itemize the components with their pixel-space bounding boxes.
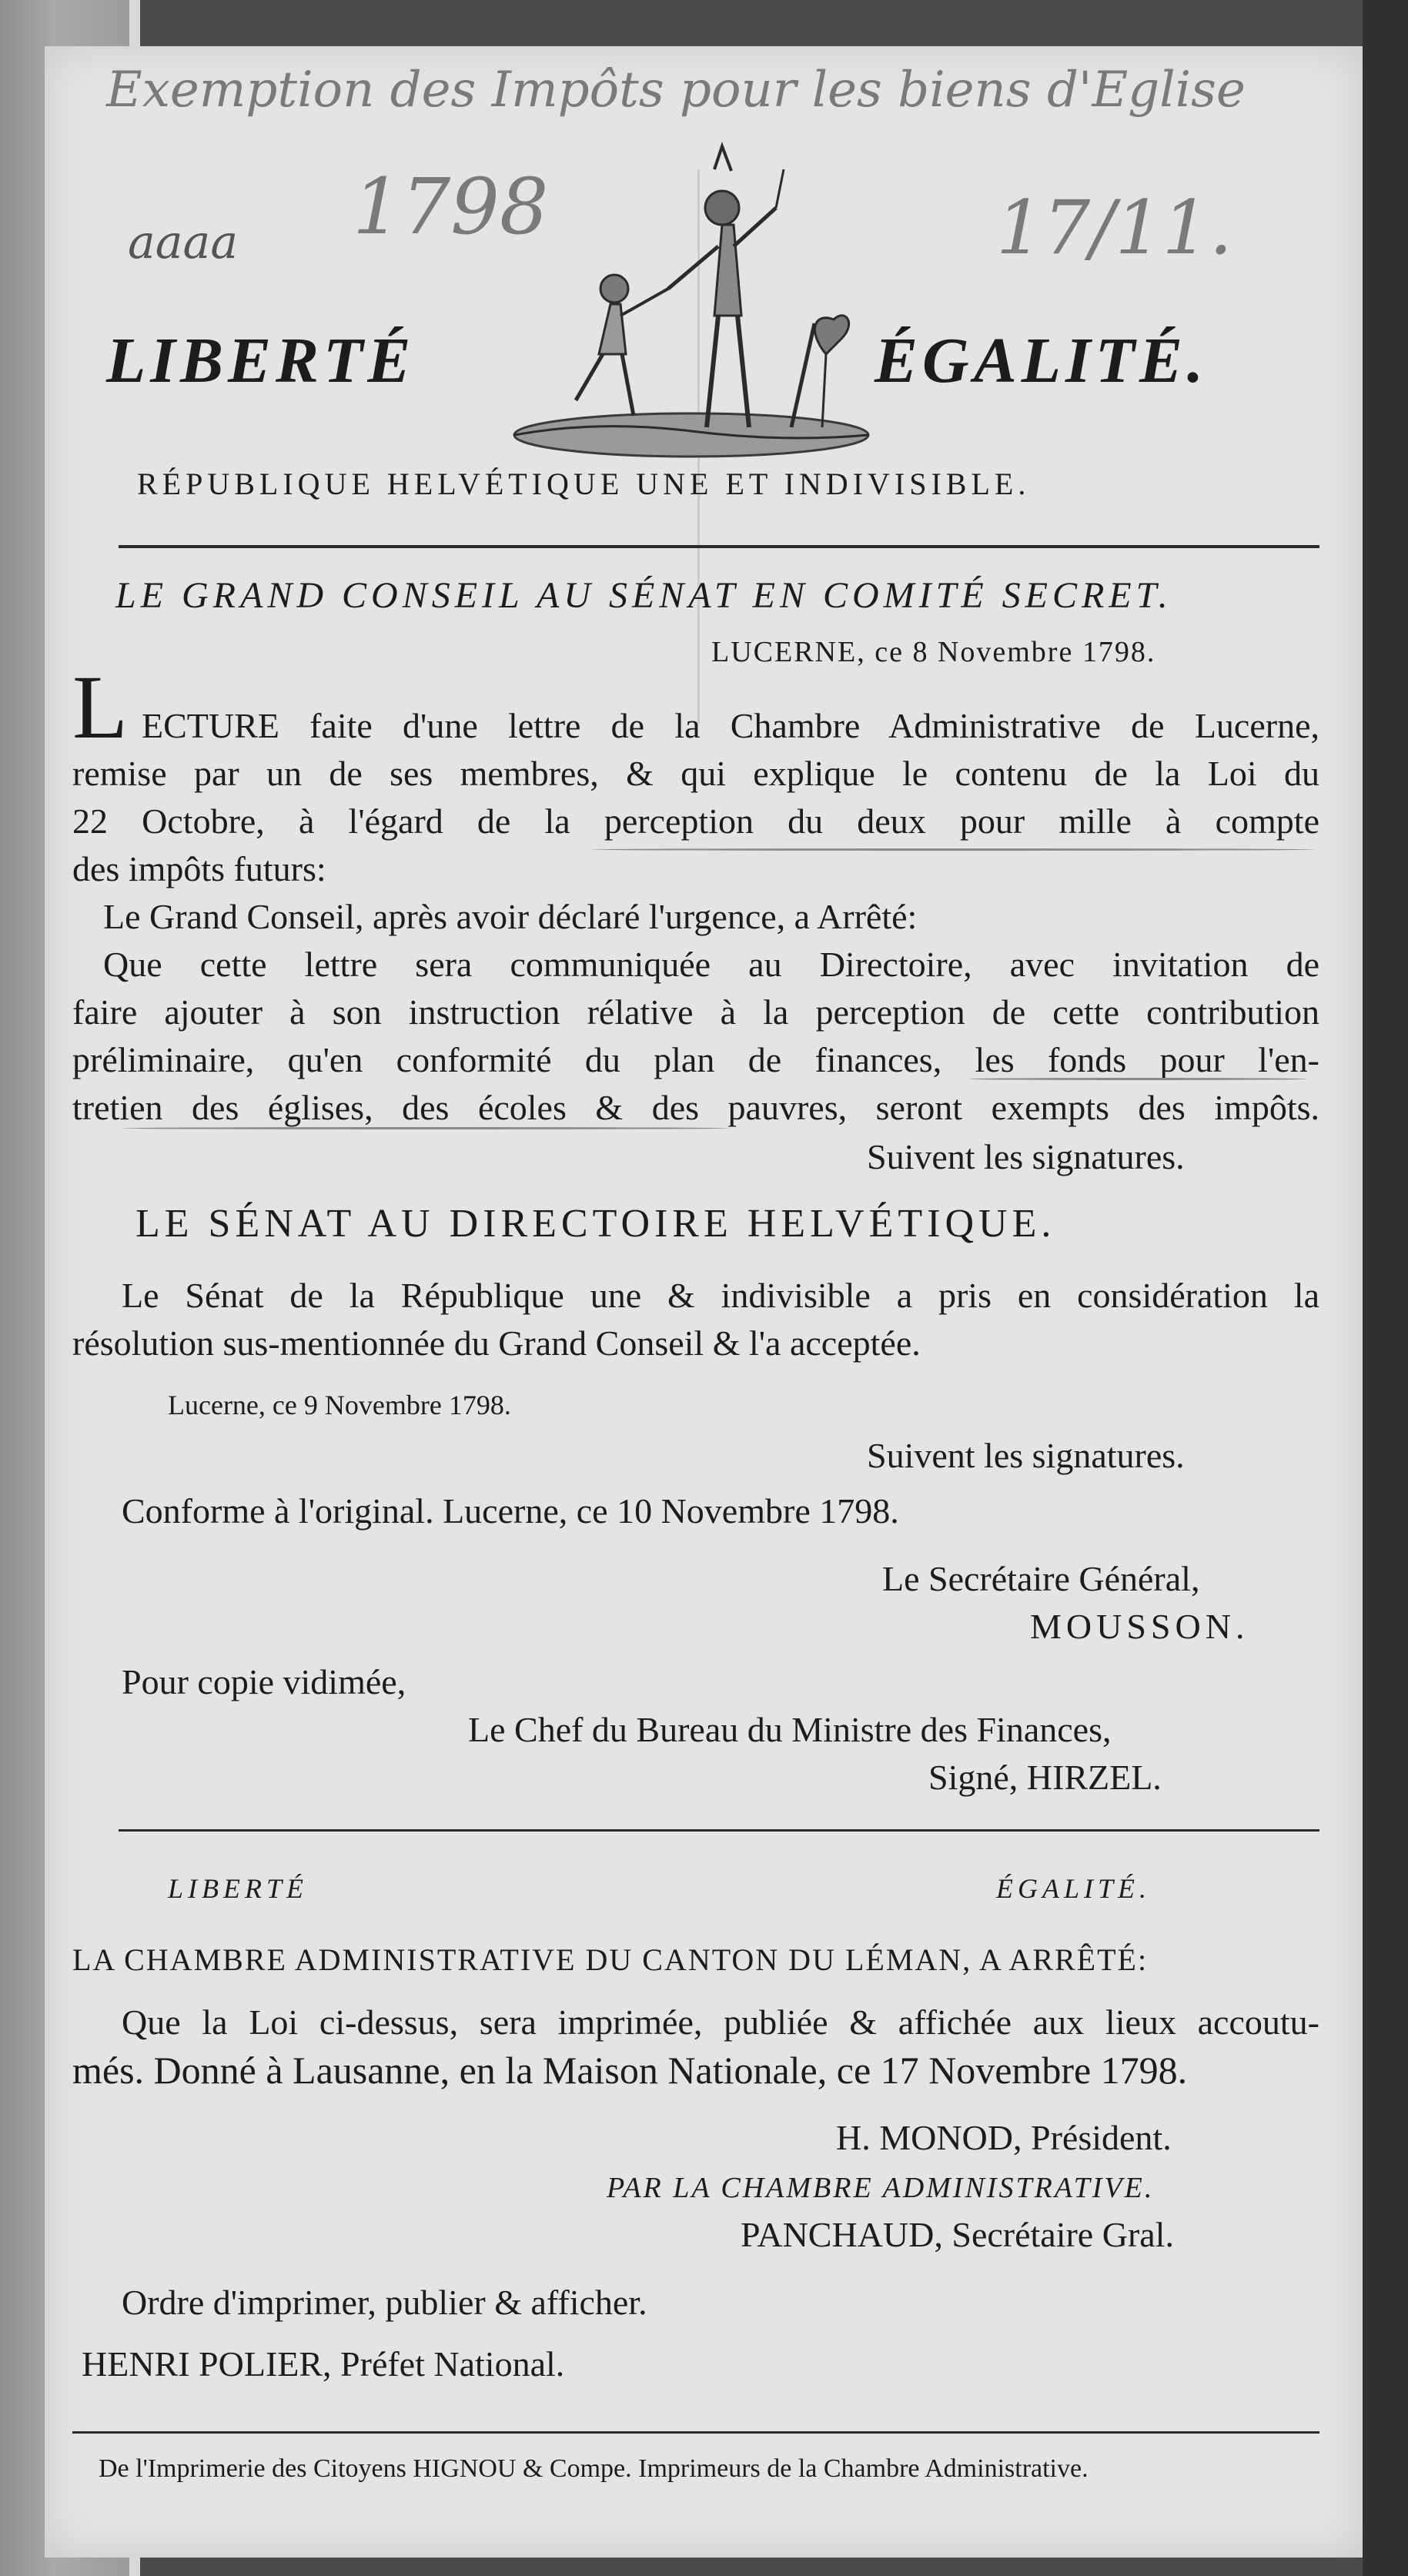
chef-line: Le Chef du Bureau du Ministre des Finances, bbox=[468, 1710, 1112, 1749]
para1-line-2: remise par un de ses membres, & qui explique le contenu de la Loi du bbox=[72, 754, 1319, 793]
handwritten-year: 1798 bbox=[353, 162, 549, 252]
section3-liberte: LIBERTÉ bbox=[168, 1873, 308, 1904]
para3-line-1: Que cette lettre sera communiquée au Directoire, avec invitation de bbox=[103, 945, 1319, 984]
para3-line-3: préliminaire, qu'en conformité du plan de finances, les fonds pour l'en- bbox=[72, 1040, 1319, 1079]
section2-title: LE SÉNAT AU DIRECTOIRE HELVÉTIQUE. bbox=[135, 1202, 1056, 1246]
drop-capital: L bbox=[72, 657, 129, 758]
para1-line-3: 22 Octobre, à l'égard de la perception du deux pour mille à compte bbox=[72, 801, 1319, 841]
vignette-illustration bbox=[483, 123, 899, 485]
ordre-line: Ordre d'imprimer, publier & afficher. bbox=[122, 2283, 647, 2322]
republic-heading: RÉPUBLIQUE HELVÉTIQUE UNE ET INDIVISIBLE. bbox=[137, 467, 1031, 501]
header-liberte: LIBERTÉ bbox=[106, 325, 416, 396]
handwritten-underline bbox=[122, 1127, 730, 1129]
handwritten-underline bbox=[591, 848, 1315, 851]
section2-line-1: Le Sénat de la République une & indivisible a pris en considération la bbox=[122, 1276, 1319, 1315]
section1-title: LE GRAND CONSEIL AU SÉNAT EN COMITÉ SECRET. bbox=[115, 575, 1172, 616]
section3-line-1: Que la Loi ci-dessus, sera imprimée, publiée & affichée aux lieux accoutu- bbox=[122, 2002, 1319, 2042]
section3-title: LA CHAMBRE ADMINISTRATIVE DU CANTON DU LÉMAN, A ARRÊTÉ: bbox=[72, 1942, 1149, 1977]
para1-line-1: ECTURE faite d'une lettre de la Chambre Administrative de Lucerne, bbox=[142, 706, 1319, 745]
document-page bbox=[45, 46, 1363, 2558]
handwritten-underline bbox=[968, 1078, 1307, 1080]
para3-line-4: tretien des églises, des écoles & des pauvres, seront exempts des impôts. bbox=[72, 1088, 1319, 1127]
section2-dateline: Lucerne, ce 9 Novembre 1798. bbox=[168, 1390, 511, 1420]
section2-signatures: Suivent les signatures. bbox=[867, 1436, 1185, 1475]
par-la-chambre: PAR LA CHAMBRE ADMINISTRATIVE. bbox=[607, 2172, 1155, 2204]
conforme-line: Conforme à l'original. Lucerne, ce 10 Novembre 1798. bbox=[122, 1491, 899, 1531]
para1-line-4: des impôts futurs: bbox=[72, 849, 326, 888]
handwritten-note: Exemption des Impôts pour les biens d'Eglise bbox=[106, 62, 1246, 119]
section1-dateline: LUCERNE, ce 8 Novembre 1798. bbox=[711, 636, 1156, 668]
secretary-name: MOUSSON. bbox=[1030, 1607, 1249, 1646]
section3-egalite: ÉGALITÉ. bbox=[996, 1873, 1151, 1904]
section2-line-2: résolution sus-mentionnée du Grand Conseil & l'a acceptée. bbox=[72, 1323, 921, 1363]
signe-line: Signé, HIRZEL. bbox=[928, 1758, 1162, 1797]
para3-line-2: faire ajouter à son instruction rélative à la perception de cette contribution bbox=[72, 992, 1319, 1032]
secretaire-line: PANCHAUD, Secrétaire Gral. bbox=[741, 2215, 1174, 2254]
section3-line-2: més. Donné à Lausanne, en la Maison Nationale, ce 17 Novembre 1798. bbox=[72, 2049, 1188, 2092]
secretary-title: Le Secrétaire Général, bbox=[882, 1559, 1200, 1598]
handwritten-scribble: aaaa bbox=[128, 216, 239, 269]
prefet-line: HENRI POLIER, Préfet National. bbox=[82, 2344, 565, 2384]
footer-rule bbox=[72, 2431, 1319, 2434]
president-line: H. MONOD, Président. bbox=[836, 2118, 1172, 2157]
section1-signatures: Suivent les signatures. bbox=[867, 1137, 1185, 1176]
copie-line: Pour copie vidimée, bbox=[122, 1662, 406, 1701]
section-rule bbox=[119, 1829, 1319, 1832]
para2: Le Grand Conseil, après avoir déclaré l'urgence, a Arrêté: bbox=[103, 897, 918, 936]
header-rule bbox=[119, 545, 1319, 548]
scan-margin-right bbox=[1363, 0, 1408, 2576]
handwritten-date: 17/11. bbox=[996, 185, 1233, 271]
header-egalite: ÉGALITÉ. bbox=[875, 325, 1209, 396]
footer-imprint: De l'Imprimerie des Citoyens HIGNOU & Compe. Imprimeurs de la Chambre Administrative. bbox=[99, 2454, 1089, 2483]
